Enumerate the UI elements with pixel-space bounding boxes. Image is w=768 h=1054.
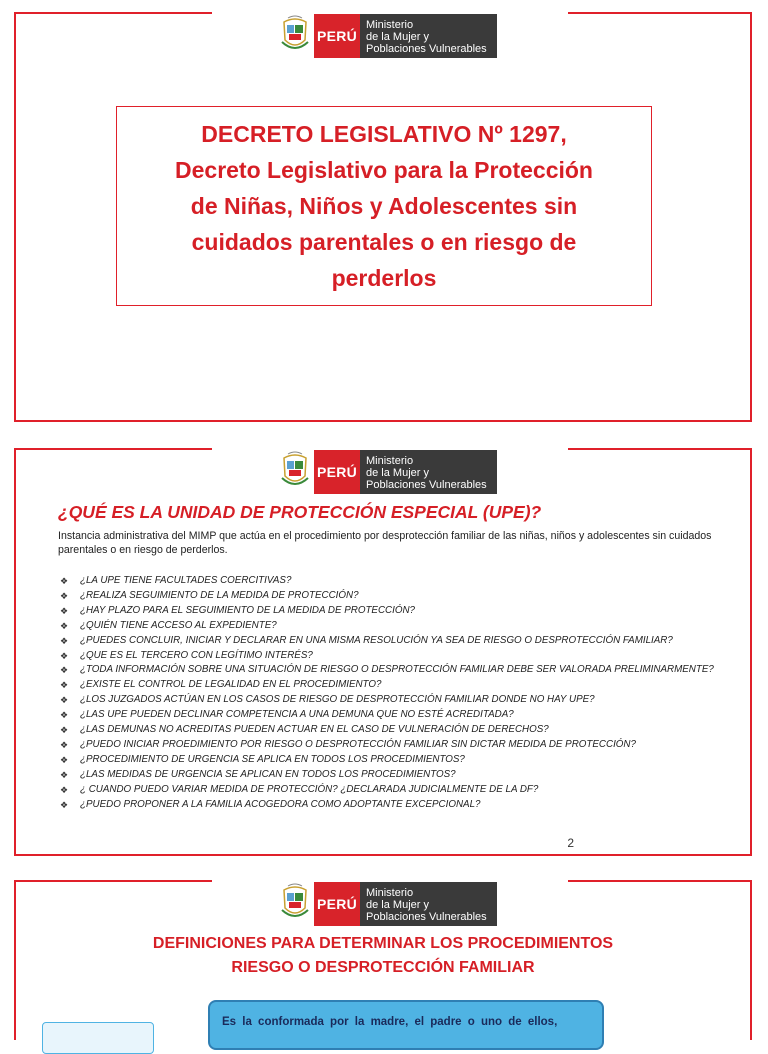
diamond-bullet-icon: ❖ xyxy=(60,665,69,676)
title-line: perderlos xyxy=(331,265,437,291)
ministry-line: Poblaciones Vulnerables xyxy=(366,478,487,491)
question-text: ¿PUEDES CONCLUIR, INICIAR Y DECLARAR EN UNA MISMA RESOLUCIÓN YA SEA DE RIESGO O DESPROTECCIÓN FAMILIAR? xyxy=(80,634,673,646)
question-text: ¿REALIZA SEGUIMIENTO DE LA MEDIDA DE PROTECCIÓN? xyxy=(80,589,359,601)
diamond-bullet-icon: ❖ xyxy=(60,695,69,706)
peru-coat-of-arms-icon xyxy=(278,882,312,924)
peru-label: PERÚ xyxy=(314,450,360,494)
title-line: cuidados parentales o en riesgo de xyxy=(191,229,577,255)
question-text: ¿LAS UPE PUEDEN DECLINAR COMPETENCIA A UNA DEMUNA QUE NO ESTÉ ACREDITADA? xyxy=(80,709,514,721)
diamond-bullet-icon: ❖ xyxy=(60,725,69,736)
question-item xyxy=(60,693,740,708)
diamond-bullet-icon: ❖ xyxy=(60,620,69,631)
question-text: ¿LA UPE TIENE FACULTADES COERCITIVAS? xyxy=(80,575,292,586)
question-item xyxy=(60,663,740,678)
diamond-bullet-icon: ❖ xyxy=(60,605,69,616)
ministry-logo xyxy=(278,882,497,926)
question-item xyxy=(60,649,740,664)
question-text: ¿PUEDO PROPONER A LA FAMILIA ACOGEDORA COMO ADOPTANTE EXCEPCIONAL? xyxy=(80,798,481,810)
question-item xyxy=(60,574,740,589)
definition-text-box: Es la conformada por la madre, el padre o uno de ellos, xyxy=(208,1000,604,1050)
question-text: ¿PUEDO INICIAR PROEDIMIENTO POR RIESGO O DESPROTECCIÓN FAMILIAR SIN DICTAR MEDIDA DE PROTECCIÓN? xyxy=(80,738,636,750)
question-item xyxy=(60,798,740,813)
slide-2 xyxy=(14,448,752,856)
ministry-line: de la Mujer y xyxy=(366,466,429,479)
diamond-bullet-icon: ❖ xyxy=(60,754,69,765)
question-text: ¿LAS DEMUNAS NO ACREDITAS PUEDEN ACTUAR EN EL CASO DE VULNERACIÓN DE DERECHOS? xyxy=(80,724,549,736)
peru-coat-of-arms-icon xyxy=(278,450,312,492)
peru-label: PERÚ xyxy=(314,14,360,58)
ministry-name xyxy=(360,450,497,494)
ministry-line: Poblaciones Vulnerables xyxy=(366,42,487,55)
peru-label: PERÚ xyxy=(314,882,360,926)
question-item xyxy=(60,589,740,604)
question-item xyxy=(60,634,740,649)
upe-heading: ¿QUÉ ES LA UNIDAD DE PROTECCIÓN ESPECIAL (UPE)? xyxy=(58,502,542,522)
question-text: ¿ CUANDO PUEDO VARIAR MEDIDA DE PROTECCIÓN? ¿DECLARADA JUDICIALMENTE DE LA DF? xyxy=(80,783,539,795)
question-item xyxy=(60,708,740,723)
peru-coat-of-arms-icon xyxy=(278,14,312,56)
title-line: DECRETO LEGISLATIVO Nº 1297, xyxy=(201,121,567,147)
question-text: ¿QUE ES EL TERCERO CON LEGÍTIMO INTERÉS? xyxy=(80,649,313,661)
question-text: ¿PROCEDIMIENTO DE URGENCIA SE APLICA EN TODOS LOS PROCEDIMIENTOS? xyxy=(80,753,465,765)
definition-term-box xyxy=(42,1022,154,1054)
diamond-bullet-icon: ❖ xyxy=(60,680,69,691)
diamond-bullet-icon: ❖ xyxy=(60,769,69,780)
question-text: ¿QUIÉN TIENE ACCESO AL EXPEDIENTE? xyxy=(80,619,277,631)
diamond-bullet-icon: ❖ xyxy=(60,799,69,810)
question-item xyxy=(60,678,740,693)
diamond-bullet-icon: ❖ xyxy=(60,590,69,601)
slide-3 xyxy=(14,880,752,1040)
ministry-line: Poblaciones Vulnerables xyxy=(366,910,487,923)
question-item xyxy=(60,768,740,783)
diamond-bullet-icon: ❖ xyxy=(60,650,69,661)
title-line: de Niñas, Niños y Adolescentes sin xyxy=(190,193,578,219)
diamond-bullet-icon: ❖ xyxy=(60,739,69,750)
slide-1 xyxy=(14,12,752,422)
question-text: ¿TODA INFORMACIÓN SOBRE UNA SITUACIÓN DE RIESGO O DESPROTECCIÓN FAMILIAR DEBE SER VALORADA PRELIMINARMENTE? xyxy=(80,664,714,676)
ministry-name xyxy=(360,882,497,926)
diamond-bullet-icon: ❖ xyxy=(60,576,69,586)
questions-list xyxy=(60,574,740,813)
upe-intro: Instancia administrativa del MIMP que actúa en el procedimiento por desprotección familiar de las niñas, niños y adolescentes sin cuidados parentales o en riesgo de perderlos. xyxy=(58,530,712,556)
ministry-line: Ministerio xyxy=(366,886,414,899)
question-item xyxy=(60,753,740,768)
question-item xyxy=(60,604,740,619)
question-text: ¿LAS MEDIDAS DE URGENCIA SE APLICAN EN TODOS LOS PROCEDIMIENTOS? xyxy=(80,768,456,780)
ministry-name xyxy=(360,14,497,58)
question-item xyxy=(60,619,740,634)
question-item xyxy=(60,738,740,753)
title-line: RIESGO O DESPROTECCIÓN FAMILIAR xyxy=(231,959,535,976)
question-text: ¿EXISTE EL CONTROL DE LEGALIDAD EN EL PROCEDIMIENTO? xyxy=(80,679,382,691)
diamond-bullet-icon: ❖ xyxy=(60,784,69,795)
ministry-line: de la Mujer y xyxy=(366,898,429,911)
question-item xyxy=(60,783,740,798)
ministry-line: Ministerio xyxy=(366,454,414,467)
ministry-line: Ministerio xyxy=(366,18,414,31)
ministry-logo xyxy=(278,450,497,494)
ministry-logo xyxy=(278,14,497,58)
decree-title-box xyxy=(116,106,652,306)
title-line: DEFINICIONES PARA DETERMINAR LOS PROCEDIMIENTOS xyxy=(152,935,614,952)
question-item xyxy=(60,723,740,738)
ministry-line: de la Mujer y xyxy=(366,30,429,43)
diamond-bullet-icon: ❖ xyxy=(60,710,69,721)
title-line: Decreto Legislativo para la Protección xyxy=(175,157,593,183)
page-number: 2 xyxy=(567,836,574,850)
diamond-bullet-icon: ❖ xyxy=(60,635,69,646)
question-text: ¿LOS JUZGADOS ACTÚAN EN LOS CASOS DE RIESGO DE DESPROTECCIÓN FAMILIAR DONDE NO HAY UPE? xyxy=(80,694,595,706)
question-text: ¿HAY PLAZO PARA EL SEGUIMIENTO DE LA MEDIDA DE PROTECCIÓN? xyxy=(80,604,415,616)
definitions-title xyxy=(16,932,750,980)
